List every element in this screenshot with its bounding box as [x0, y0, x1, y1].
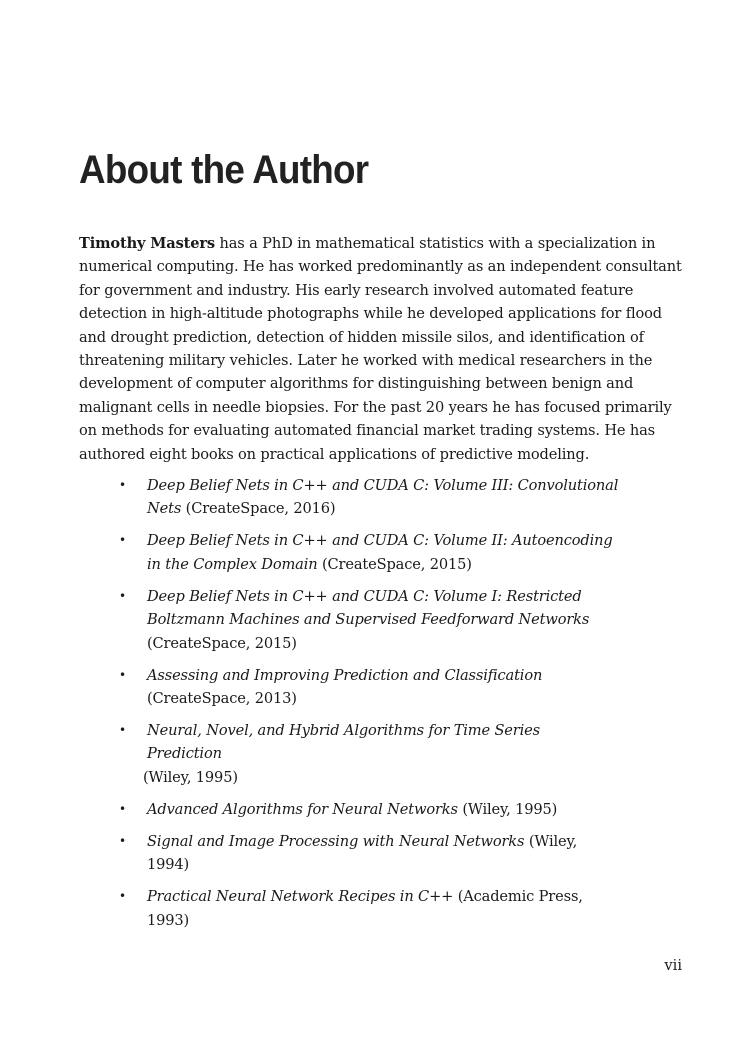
bullet-icon: • — [119, 667, 126, 682]
book-publisher: (Wiley, 1995) — [143, 768, 238, 786]
book-list-item — [119, 830, 619, 877]
book-title: Assessing and Improving Prediction and Classification — [147, 666, 543, 684]
book-title: Deep Belief Nets in C++ and CUDA C: Volume III: Convolutional Nets — [147, 477, 619, 518]
bullet-icon: • — [119, 833, 126, 848]
book-title: Signal and Image Processing with Neural Networks — [147, 832, 525, 850]
author-name: Timothy Masters — [79, 235, 215, 252]
page-title: About the Author — [79, 148, 369, 192]
bullet-icon: • — [119, 588, 126, 603]
bullet-icon: • — [119, 889, 126, 904]
book-publisher: (Wiley, 1995) — [457, 800, 558, 818]
bullet-icon: • — [119, 723, 126, 738]
book-publisher: (Wiley, 1994) — [147, 832, 578, 874]
bullet-icon: • — [119, 533, 126, 548]
bullet-icon: • — [119, 801, 126, 816]
book-publisher: (Academic Press, 1993) — [147, 888, 583, 929]
book-list-item — [119, 529, 619, 576]
page-number: vii — [664, 957, 682, 974]
book-list-item — [119, 719, 619, 789]
book-publisher: (CreateSpace, 2016) — [181, 500, 336, 518]
book-title: Neural, Novel, and Hybrid Algorithms for Time Series Prediction — [147, 722, 540, 763]
book-publisher: (CreateSpace, 2015) — [147, 634, 297, 652]
book-list-item — [119, 798, 619, 821]
book-title: Advanced Algorithms for Neural Networks — [147, 800, 458, 818]
book-publisher: (CreateSpace, 2013) — [147, 690, 297, 708]
book-title: Deep Belief Nets in C++ and CUDA C: Volume II: Autoencoding in the Complex Domain — [147, 532, 613, 573]
book-title: Deep Belief Nets in C++ and CUDA C: Volume I: Restricted Boltzmann Machines and Supervised Feedforward Networks — [147, 587, 590, 629]
book-list-item — [119, 474, 619, 521]
author-bio — [79, 232, 685, 466]
book-publisher: (CreateSpace, 2015) — [317, 555, 472, 573]
book-title: Practical Neural Network Recipes in C++ — [147, 888, 454, 906]
book-list-item — [119, 885, 619, 932]
book-list-item — [119, 664, 619, 711]
author-bio-text: has a PhD in mathematical statistics with a specialization in numerical computing. He has worked predominantly as an independent consultant for government and industry. His early research involved automated feature detection in high-altitude photographs while he developed applications for flood and drought prediction, detection of hidden missile silos, and identification of threatening military vehicles. Later he worked with medical researchers in the development of computer algorithms for distinguishing between benign and malignant cells in needle biopsies. For the past 20 years he has focused primarily on methods for evaluating automated financial market trading systems. He has authored eight books on practical applications of predictive modeling. — [79, 235, 682, 463]
bullet-icon: • — [119, 478, 126, 492]
book-list — [119, 474, 619, 941]
book-list-item — [119, 585, 619, 655]
